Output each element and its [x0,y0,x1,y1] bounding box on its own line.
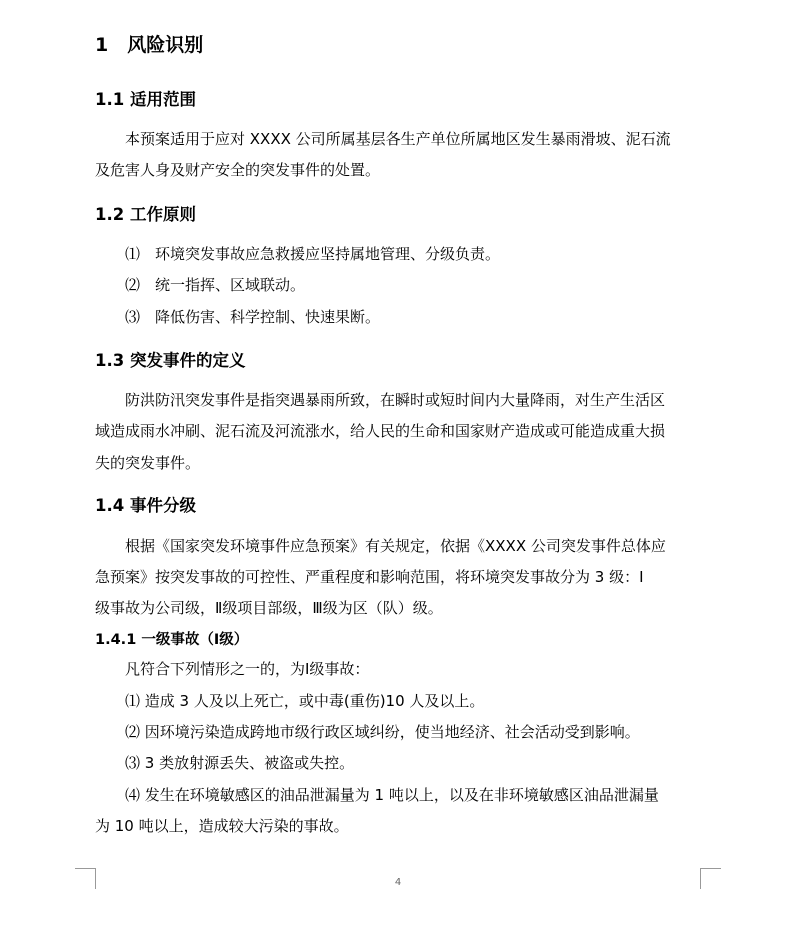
paragraph-line: 域造成雨水冲刷、泥石流及河流涨水，给人民的生命和国家财产造成或可能造成重大损 [95,422,666,440]
paragraph-line: 本预案适用于应对 XXXX 公司所属基层各生产单位所属地区发生暴雨滑坡、泥石流 [125,130,671,148]
list-item: ⑷ 发生在环境敏感区的油品泄漏量为 1 吨以上，以及在非环境敏感区油品泄漏量 [125,786,659,804]
list-item: ⑴ 造成 3 人及以上死亡，或中毒(重伤)10 人及以上。 [125,692,485,710]
paragraph-line: 失的突发事件。 [95,454,201,472]
section-title: 1 风险识别 [95,34,204,56]
heading-1-4: 1.4 事件分级 [95,496,196,515]
paragraph-line: 凡符合下列情形之一的，为Ⅰ级事故： [125,660,370,678]
heading-1-4-1: 1.4.1 一级事故（Ⅰ级） [95,632,249,648]
heading-1-1: 1.1 适用范围 [95,90,196,109]
list-item: ⑵ 统一指挥、区域联动。 [125,276,306,294]
page-number: 4 [394,877,402,888]
paragraph-line: 急预案》按突发事故的可控性、严重程度和影响范围，将环境突发事故分为 3 级：Ⅰ [95,568,644,586]
paragraph-line: 根据《国家突发环境事件应急预案》有关规定，依据《XXXX 公司突发事件总体应 [125,537,666,555]
list-item-continuation: 为 10 吨以上，造成较大污染的事故。 [95,817,349,835]
paragraph-line: 及危害人身及财产安全的突发事件的处置。 [95,161,381,179]
list-item: ⑵ 因环境污染造成跨地市级行政区域纠纷，使当地经济、社会活动受到影响。 [125,723,640,741]
paragraph-line: 级事故为公司级，Ⅱ级项目部级，Ⅲ级为区（队）级。 [95,599,443,617]
heading-1-2: 1.2 工作原则 [95,205,196,224]
list-item: ⑶ 3 类放射源丢失、被盗或失控。 [125,754,355,772]
heading-1-3: 1.3 突发事件的定义 [95,351,246,370]
list-item: ⑶ 降低伤害、科学控制、快速果断。 [125,308,381,326]
paragraph-line: 防洪防汛突发事件是指突遇暴雨所致，在瞬时或短时间内大量降雨，对生产生活区 [125,391,666,409]
list-item: ⑴ 环境突发事故应急救援应坚持属地管理、分级负责。 [125,245,501,263]
